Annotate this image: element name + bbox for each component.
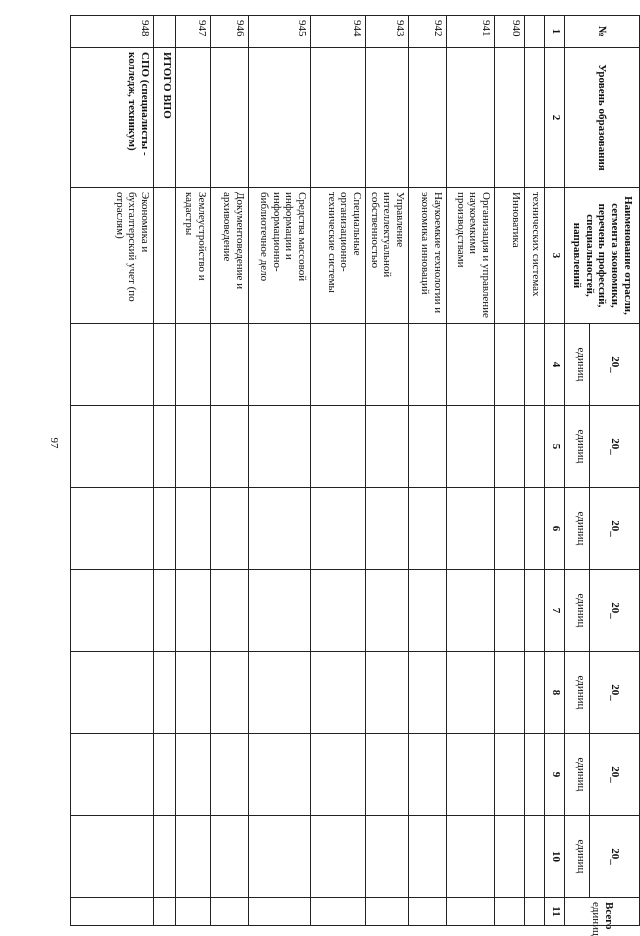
row-num: 945 xyxy=(249,16,311,48)
header-name: Наименование отрасли, сегмента экономики, перечень профессий, специальностей, направлений xyxy=(565,188,640,324)
table-row xyxy=(366,16,409,926)
index-cell: 4 xyxy=(545,324,565,406)
table-row xyxy=(211,16,249,926)
row-num xyxy=(525,16,545,48)
row-level xyxy=(176,48,211,188)
table-row xyxy=(409,16,447,926)
index-cell: 3 xyxy=(545,188,565,324)
header-unit: единиц xyxy=(565,406,590,488)
table-row xyxy=(71,16,154,926)
row-name: Наукоемкие технологии и экономика инноваций xyxy=(409,188,447,324)
index-cell: 11 xyxy=(545,898,565,926)
header-year: 20_ xyxy=(590,406,640,488)
table-row xyxy=(495,16,525,926)
row-num: 943 xyxy=(366,16,409,48)
row-name: Управление интеллектуальной собственностью xyxy=(366,188,409,324)
row-name: технических системах xyxy=(525,188,545,324)
row-name: Документоведение и архивоведение xyxy=(211,188,249,324)
row-level xyxy=(211,48,249,188)
header-year: 20_ xyxy=(590,570,640,652)
index-cell: 7 xyxy=(545,570,565,652)
row-name: Инноватика xyxy=(495,188,525,324)
table-row xyxy=(176,16,211,926)
total-row xyxy=(154,16,176,926)
header-unit: единиц xyxy=(565,488,590,570)
header-year: 20_ xyxy=(590,652,640,734)
index-cell: 1 xyxy=(545,16,565,48)
row-num: 947 xyxy=(176,16,211,48)
table-container xyxy=(70,15,640,936)
table-row xyxy=(447,16,495,926)
header-year: 20_ xyxy=(590,488,640,570)
row-level: ИТОГО ВПО xyxy=(154,48,176,188)
index-cell: 10 xyxy=(545,816,565,898)
header-total: Всего единиц xyxy=(565,898,640,926)
header-unit: единиц xyxy=(565,652,590,734)
page-number: 97 xyxy=(48,437,60,449)
row-level xyxy=(366,48,409,188)
header-unit: единиц xyxy=(565,324,590,406)
landscape-sheet xyxy=(70,15,640,936)
header-unit: единиц xyxy=(565,816,590,898)
header-level: Уровень образования xyxy=(565,48,640,188)
index-row xyxy=(545,16,565,926)
index-cell: 9 xyxy=(545,734,565,816)
row-num: 940 xyxy=(495,16,525,48)
row-name: Средства массовой информации и информационно-библиотечное дело xyxy=(249,188,311,324)
index-cell: 6 xyxy=(545,488,565,570)
header-num: № xyxy=(565,16,640,48)
row-level xyxy=(495,48,525,188)
row-level: СПО (специалисты - колледж, техникум) xyxy=(71,48,154,188)
row-level xyxy=(409,48,447,188)
header-year: 20_ xyxy=(590,734,640,816)
row-level xyxy=(447,48,495,188)
row-num: 948 xyxy=(71,16,154,48)
index-cell: 8 xyxy=(545,652,565,734)
table-row xyxy=(249,16,311,926)
table-row xyxy=(311,16,366,926)
header-unit: единиц xyxy=(565,570,590,652)
education-table xyxy=(70,15,640,936)
header-year: 20_ xyxy=(590,816,640,898)
header-year: 20_ xyxy=(590,324,640,406)
row-level xyxy=(311,48,366,188)
row-name: Специальные организационно-технические системы xyxy=(311,188,366,324)
row-level xyxy=(249,48,311,188)
row-num: 944 xyxy=(311,16,366,48)
header-unit: единиц xyxy=(565,734,590,816)
row-name: Организация и управление наукоемкими производствами xyxy=(447,188,495,324)
row-name xyxy=(154,188,176,324)
row-name: Экономика и бухгалтерский учет (по отраслям) xyxy=(71,188,154,324)
index-cell: 5 xyxy=(545,406,565,488)
row-num: 941 xyxy=(447,16,495,48)
table-row xyxy=(525,16,545,926)
index-cell: 2 xyxy=(545,48,565,188)
row-name: Землеустройство и кадастры xyxy=(176,188,211,324)
row-num xyxy=(154,16,176,48)
row-level xyxy=(525,48,545,188)
row-num: 946 xyxy=(211,16,249,48)
row-num: 942 xyxy=(409,16,447,48)
